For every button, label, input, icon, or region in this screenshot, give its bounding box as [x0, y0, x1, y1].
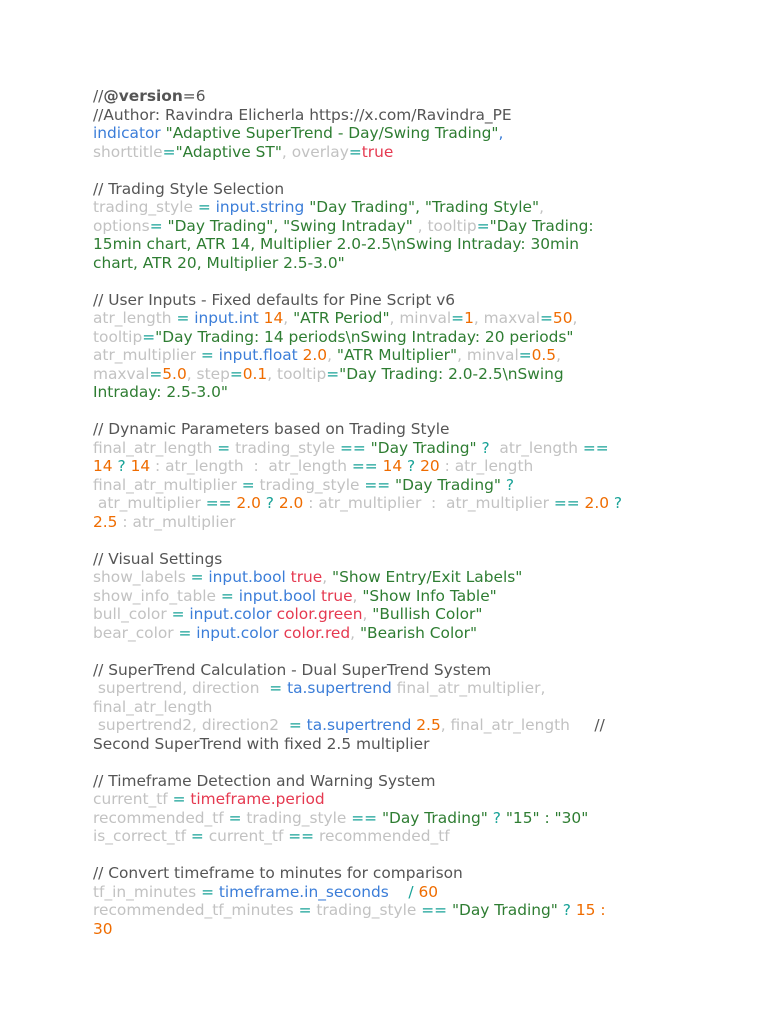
code-token-comment: //Author: Ravindra Elicherla https://x.com/Ravindra_PE — [93, 105, 512, 124]
code-token-number: 0.1 — [242, 364, 268, 383]
code-line — [93, 864, 733, 883]
code-token-string: "Day Trading: 2.0-2.5\nSwing — [339, 364, 564, 383]
code-token-operator: = — [186, 827, 209, 845]
code-token-number: 15 — [575, 901, 596, 919]
code-token-operator: = — [451, 309, 465, 327]
code-token-function: input.float — [218, 346, 298, 364]
code-token-operator: = — [212, 438, 236, 457]
code-token-identifier: , — [322, 568, 333, 586]
code-line — [93, 901, 733, 920]
code-token-operator: == — [346, 457, 383, 475]
code-token-identifier: final_atr_multiplier — [93, 475, 237, 494]
code-token-identifier: trading_style — [259, 475, 360, 494]
code-token-identifier: recommended_tf_minutes — [93, 901, 294, 919]
code-token-identifier: final_atr_multiplier, — [391, 679, 546, 697]
code-token-constant: true — [361, 142, 394, 161]
code-token-comment: // Convert timeframe to minutes for comparison — [93, 864, 463, 882]
code-token-operator: == — [416, 901, 452, 919]
code-token-identifier: show_labels — [93, 568, 186, 586]
code-token-comment: // Visual Settings — [93, 549, 223, 568]
code-line — [93, 106, 733, 125]
code-token-number: 60 — [418, 882, 439, 901]
code-token-string: "Bearish Color" — [359, 623, 478, 642]
blank-line — [93, 846, 733, 865]
code-token-string: "Day Trading: — [489, 216, 594, 235]
code-token-operator: = — [326, 364, 340, 383]
code-line — [93, 605, 733, 624]
code-token-operator: ? — [402, 457, 421, 475]
code-token-identifier: trading_style — [316, 901, 417, 919]
code-line — [93, 790, 733, 809]
code-line — [93, 254, 733, 273]
code-line — [93, 809, 733, 828]
code-token-identifier: trading_style — [235, 438, 336, 457]
code-token-number: 20 — [420, 457, 440, 475]
code-token-identifier: , — [362, 605, 373, 623]
code-token-operator: / — [388, 882, 419, 901]
code-token-function: input.bool — [208, 568, 286, 586]
code-token-operator: ? — [557, 901, 576, 919]
code-token-operator: ? — [112, 457, 131, 475]
code-line — [93, 439, 733, 458]
code-token-function: indicator — [93, 124, 166, 142]
code-token-number: 14 — [258, 309, 284, 327]
code-line — [93, 346, 733, 365]
code-token-number: 50 — [552, 309, 573, 327]
code-token-operator: = — [185, 568, 209, 586]
code-token-identifier: , — [539, 198, 544, 216]
code-token-operator: = — [192, 198, 216, 216]
code-token-identifier: tooltip — [93, 327, 143, 346]
code-token-constant: color.red — [278, 623, 351, 642]
code-token-identifier: , — [352, 586, 363, 605]
code-token-number: 2.0 — [297, 346, 328, 364]
code-line — [93, 235, 733, 254]
code-token-identifier: maxval — [93, 364, 150, 383]
code-line — [93, 735, 733, 754]
code-token-function: input.color — [189, 605, 272, 623]
code-token-number: 2.0 — [236, 494, 261, 512]
blank-line — [93, 531, 733, 550]
code-line — [93, 698, 733, 717]
code-line — [93, 217, 733, 236]
code-token-operator: == — [283, 827, 319, 845]
code-token-identifier: : atr_length : atr_length — [150, 457, 347, 475]
blank-line — [93, 753, 733, 772]
code-token-operator: = — [283, 716, 307, 734]
code-token-constant: color.green — [271, 605, 363, 623]
code-token-function: input.string — [215, 198, 305, 216]
code-token-comment: // Timeframe Detection and Warning System — [93, 771, 436, 790]
code-token-comment: =6 — [182, 87, 206, 105]
code-token-identifier: trading_style — [93, 198, 193, 216]
code-token-operator: = — [476, 216, 490, 235]
code-token-function: input.int — [194, 309, 259, 327]
code-token-number: 30 — [93, 919, 113, 938]
code-token-identifier: step — [196, 364, 230, 383]
code-document — [93, 87, 733, 938]
code-token-identifier: recommended_tf — [93, 808, 224, 827]
code-line — [93, 365, 733, 384]
code-line — [93, 143, 733, 162]
code-token-string: "Show Info Table" — [362, 586, 497, 605]
code-line — [93, 198, 733, 217]
code-token-identifier: , — [186, 364, 197, 383]
code-line — [93, 513, 733, 532]
code-token-identifier: shorttitle — [93, 142, 163, 161]
code-line — [93, 624, 733, 643]
code-line — [93, 309, 733, 328]
code-token-operator: = — [142, 327, 156, 346]
code-token-number: 2.5 — [93, 512, 118, 531]
code-token-identifier: : atr_multiplier : atr_multiplier — [303, 494, 549, 512]
code-token-comment: // Dynamic Parameters based on Trading Style — [93, 420, 450, 438]
code-token-operator: = — [149, 216, 168, 235]
code-token-identifier: , — [556, 346, 562, 364]
code-token-function: , — [498, 124, 504, 142]
code-line — [93, 827, 733, 846]
code-token-string: "Day Trading" — [451, 901, 558, 919]
code-token-function: input.color — [196, 623, 279, 642]
code-line — [93, 291, 733, 310]
blank-line — [93, 161, 733, 180]
code-token-identifier: atr_length — [494, 438, 578, 457]
code-token-identifier: atr_length — [93, 309, 172, 327]
code-line — [93, 124, 733, 143]
code-token-operator: = — [293, 901, 317, 919]
code-token-function: ta.supertrend — [287, 679, 392, 697]
code-token-number: 14 — [382, 457, 403, 475]
code-line — [93, 457, 733, 476]
code-token-identifier: : atr_multiplier — [117, 512, 236, 531]
code-token-number: 14 — [93, 457, 113, 475]
code-token-identifier: supertrend, direction — [93, 679, 265, 697]
code-line — [93, 716, 733, 735]
code-token-comment: Second SuperTrend with fixed 2.5 multiplier — [93, 734, 430, 753]
code-token-identifier: current_tf — [93, 790, 168, 808]
code-token-string: "Show Entry/Exit Labels" — [332, 568, 523, 586]
code-token-identifier: , final_atr_length — [440, 716, 570, 734]
code-token-comment: // Trading Style Selection — [93, 179, 285, 198]
code-token-constant: true — [316, 586, 353, 605]
code-token-comment: // — [569, 716, 605, 734]
code-line — [93, 661, 733, 680]
code-token-string: "15" : "30" — [505, 808, 589, 827]
code-token-identifier: show_info_table — [93, 586, 217, 605]
code-token-function: ta.supertrend — [306, 716, 412, 734]
code-token-operator: == — [335, 438, 371, 457]
code-token-number: : — [595, 901, 606, 919]
code-token-string: chart, ATR 20, Multiplier 2.5-3.0" — [93, 253, 345, 272]
code-token-function: timeframe.in_seconds — [218, 882, 389, 901]
blank-line — [93, 272, 733, 291]
code-token-operator: = — [540, 309, 553, 327]
code-line — [93, 383, 733, 402]
code-token-string: Intraday: 2.5-3.0" — [93, 383, 228, 401]
code-token-identifier: , — [572, 309, 578, 327]
code-line — [93, 587, 733, 606]
code-token-operator: ? — [260, 494, 279, 512]
code-token-constant: true — [285, 568, 323, 586]
blank-line — [93, 642, 733, 661]
code-token-string: "ATR Period" — [293, 309, 390, 327]
code-token-string: "Day Trading" — [381, 808, 488, 827]
code-token-operator: = — [216, 586, 239, 605]
code-token-operator: == — [548, 494, 585, 512]
code-token-operator: = — [166, 605, 190, 623]
code-token-constant: timeframe.period — [190, 790, 325, 808]
code-line — [93, 420, 733, 439]
blank-line — [93, 402, 733, 421]
code-token-operator: ? — [476, 438, 495, 457]
code-token-identifier: final_atr_length — [93, 438, 213, 457]
code-token-comment: // — [93, 87, 104, 105]
code-token-string: "Day Trading: 14 periods\nSwing Intraday: 20 periods" — [155, 327, 574, 346]
code-token-identifier: trading_style — [246, 808, 347, 827]
code-token-identifier: atr_multiplier — [93, 494, 201, 512]
code-token-operator: == — [200, 494, 237, 512]
code-token-operator: = — [518, 346, 532, 364]
code-token-operator: ? — [609, 494, 623, 512]
code-token-operator: = — [195, 346, 219, 364]
code-token-identifier: , — [417, 216, 428, 235]
code-token-string: "ATR Multiplier" — [336, 346, 458, 364]
code-token-operator: = — [348, 142, 362, 161]
code-token-string: "Day Trading", "Swing Intraday" — [167, 216, 418, 235]
code-token-string: "Bullish Color" — [372, 605, 483, 623]
code-token-string: "Day Trading" — [370, 438, 477, 457]
code-token-operator: == — [359, 475, 396, 494]
code-token-identifier: , minval — [389, 309, 452, 327]
code-token-number: 2.0 — [278, 494, 304, 512]
code-token-identifier: : atr_length — [439, 457, 534, 475]
code-token-function: input.bool — [238, 586, 317, 605]
code-token-operator: = — [162, 142, 176, 161]
code-token-operator: = — [236, 475, 260, 494]
code-token-identifier: bull_color — [93, 605, 167, 623]
code-token-identifier: atr_multiplier — [93, 346, 196, 364]
code-token-string: "Day Trading", "Trading Style" — [304, 198, 540, 216]
code-token-keyword: @version — [103, 87, 183, 105]
code-token-identifier: tf_in_minutes — [93, 882, 197, 901]
code-token-identifier: , — [283, 309, 294, 327]
code-token-number: 5.0 — [162, 364, 187, 383]
code-token-operator: = — [223, 808, 247, 827]
code-token-identifier: , minval — [457, 346, 519, 364]
code-token-operator: ? — [487, 808, 506, 827]
code-token-identifier: , — [281, 142, 292, 161]
code-line — [93, 494, 733, 513]
code-token-number: 14 — [130, 457, 151, 475]
code-line — [93, 328, 733, 347]
code-token-identifier: , — [350, 623, 360, 642]
code-token-number: 2.5 — [411, 716, 441, 734]
code-line — [93, 920, 733, 939]
code-token-identifier: current_tf — [208, 827, 284, 845]
code-token-operator: = — [171, 309, 195, 327]
code-token-identifier: overlay — [291, 142, 349, 161]
code-token-number: 2.0 — [584, 494, 610, 512]
code-token-operator: = — [173, 623, 197, 642]
code-token-identifier: final_atr_length — [93, 697, 213, 716]
code-token-identifier: supertrend2, direction2 — [93, 716, 284, 734]
code-token-number: 0.5 — [531, 346, 557, 364]
code-token-operator: = — [264, 679, 288, 697]
code-token-operator: ? — [500, 475, 515, 494]
code-token-identifier: tooltip — [277, 364, 327, 383]
code-token-string: "Adaptive SuperTrend - Day/Swing Trading" — [165, 124, 499, 142]
code-token-number: 1 — [464, 309, 474, 327]
code-line — [93, 772, 733, 791]
code-token-identifier: recommended_tf — [318, 827, 450, 845]
code-token-operator: = — [167, 790, 191, 808]
code-token-string: "Day Trading" — [395, 475, 501, 494]
code-token-identifier: is_correct_tf — [93, 827, 187, 845]
code-line — [93, 180, 733, 199]
code-line — [93, 883, 733, 902]
code-line — [93, 476, 733, 495]
code-token-comment: // SuperTrend Calculation - Dual SuperTrend System — [93, 660, 492, 679]
code-token-string: 15min chart, ATR 14, Multiplier 2.0-2.5\nSwing Intraday: 30min — [93, 235, 580, 253]
code-token-comment: // User Inputs - Fixed defaults for Pine Script v6 — [93, 290, 456, 309]
code-token-string: "Adaptive ST" — [175, 142, 282, 161]
code-token-operator: = — [229, 364, 243, 383]
code-token-identifier: bear_color — [93, 623, 174, 642]
code-token-identifier: tooltip — [427, 216, 477, 235]
code-token-identifier: , — [327, 346, 337, 364]
code-token-operator: == — [577, 438, 609, 457]
code-line — [93, 568, 733, 587]
code-token-operator: == — [346, 808, 382, 827]
code-line — [93, 679, 733, 698]
code-token-identifier: , maxval — [473, 309, 540, 327]
code-token-operator: = — [196, 882, 219, 901]
code-line — [93, 550, 733, 569]
code-token-identifier: , — [267, 364, 278, 383]
code-token-operator: = — [149, 364, 163, 383]
code-line — [93, 87, 733, 106]
code-token-identifier: options — [93, 216, 150, 235]
